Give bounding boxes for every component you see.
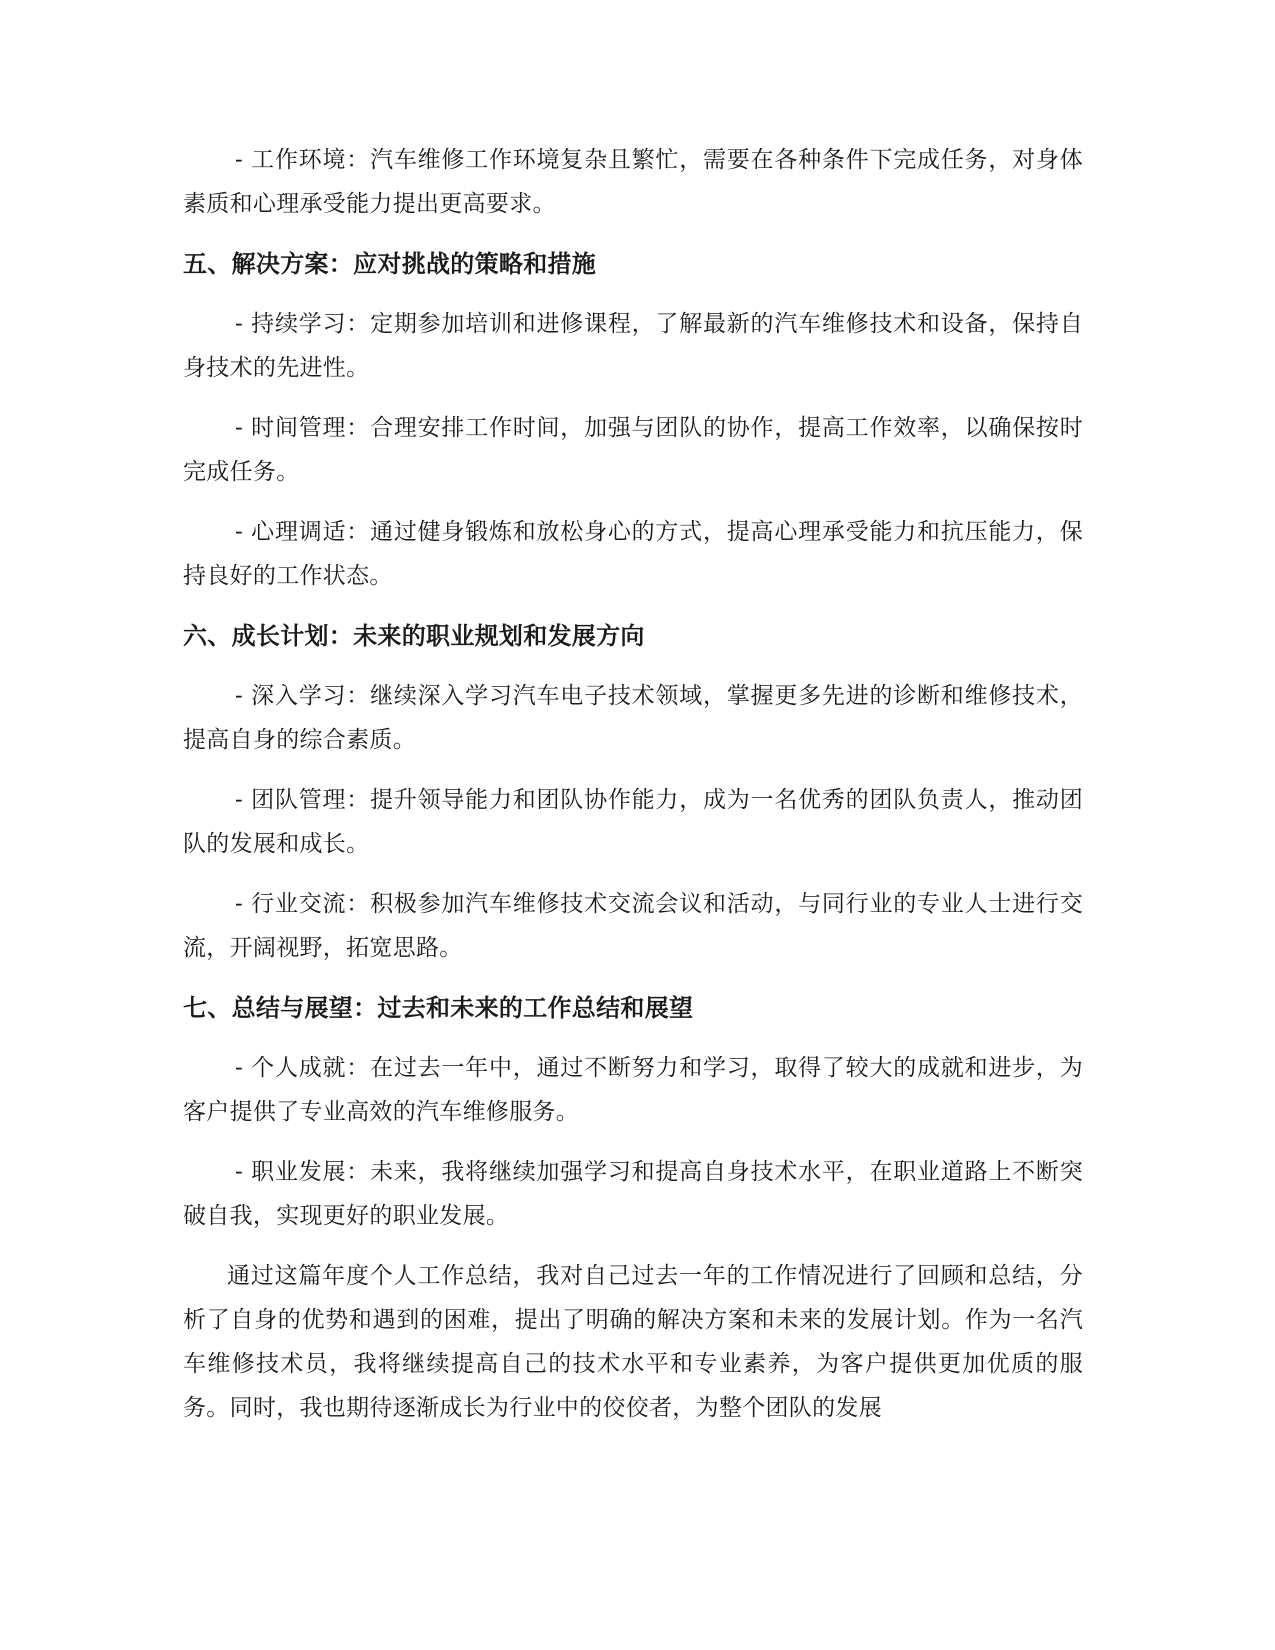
- paragraph-time-management: - 时间管理：合理安排工作时间，加强与团队的协作，提高工作效率，以确保按时完成任务。: [183, 415, 1083, 485]
- section-heading-7: 七、总结与展望：过去和未来的工作总结和展望: [183, 994, 694, 1022]
- document-page: [183, 138, 1083, 1446]
- paragraph-conclusion: 通过这篇年度个人工作总结，我对自己过去一年的工作情况进行了回顾和总结，分析了自身的优势和遇到的困难，提出了明确的解决方案和未来的发展计划。作为一名汽车维修技术员，我将继续提高自己的技术水平和专业素养，为客户提供更加优质的服务。同时，我也期待逐渐成长为行业中的佼佼者，为整个团队的发展: [183, 1263, 1083, 1421]
- paragraph-career-development: - 职业发展：未来，我将继续加强学习和提高自身技术水平，在职业道路上不断突破自我，实现更好的职业发展。: [183, 1159, 1083, 1229]
- paragraph-personal-achievement: - 个人成就：在过去一年中，通过不断努力和学习，取得了较大的成就和进步，为客户提供了专业高效的汽车维修服务。: [183, 1055, 1083, 1125]
- paragraph-work-environment: - 工作环境：汽车维修工作环境复杂且繁忙，需要在各种条件下完成任务，对身体素质和心理承受能力提出更高要求。: [183, 147, 1083, 217]
- paragraph-team-management: - 团队管理：提升领导能力和团队协作能力，成为一名优秀的团队负责人，推动团队的发展和成长。: [183, 787, 1083, 857]
- paragraph-deep-learning: - 深入学习：继续深入学习汽车电子技术领域，掌握更多先进的诊断和维修技术，提高自身的综合素质。: [183, 683, 1083, 753]
- section-heading-5: 五、解决方案：应对挑战的策略和措施: [183, 250, 597, 278]
- section-heading-6: 六、成长计划：未来的职业规划和发展方向: [183, 622, 645, 650]
- paragraph-industry-exchange: - 行业交流：积极参加汽车维修技术交流会议和活动，与同行业的专业人士进行交流，开阔视野，拓宽思路。: [183, 891, 1083, 961]
- paragraph-continuous-learning: - 持续学习：定期参加培训和进修课程，了解最新的汽车维修技术和设备，保持自身技术的先进性。: [183, 311, 1083, 381]
- paragraph-psychological-adjustment: - 心理调适：通过健身锻炼和放松身心的方式，提高心理承受能力和抗压能力，保持良好的工作状态。: [183, 519, 1083, 589]
